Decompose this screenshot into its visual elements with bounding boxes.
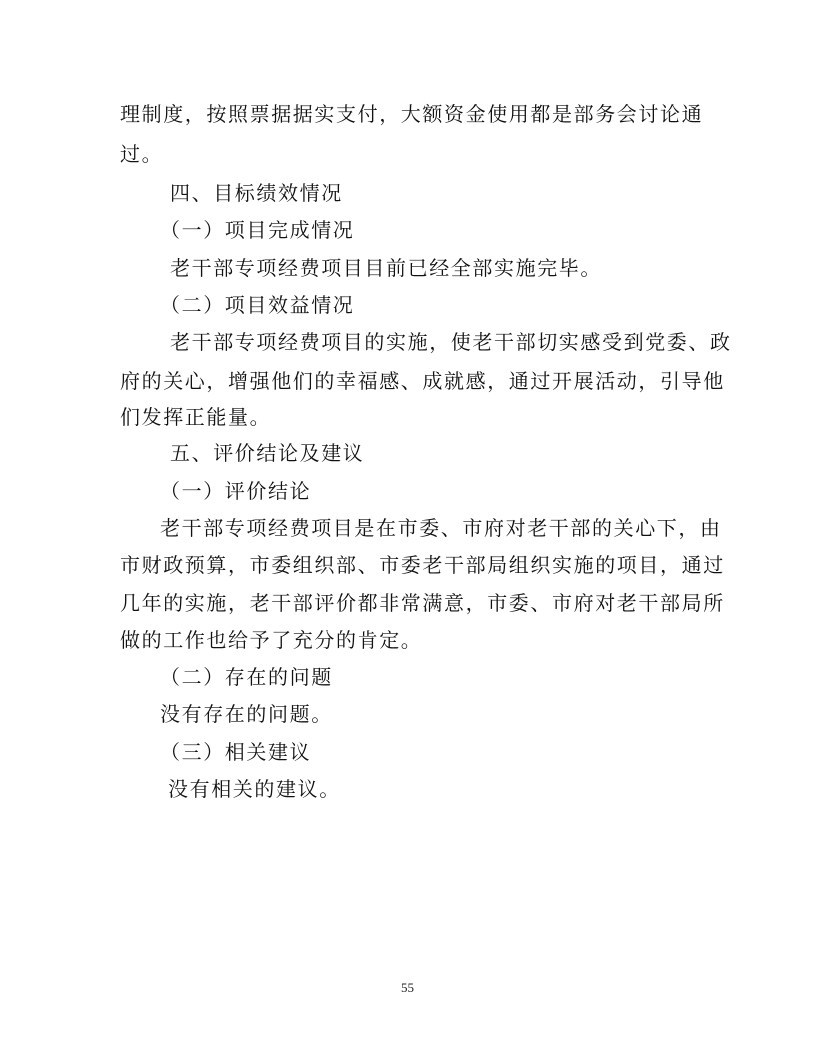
page-number: 55 [401,980,414,995]
subsection-heading-conclusion: （一）评价结论 [160,479,312,503]
paragraph-conclusion-line-2: 市财政预算，市委组织部、市委老干部局组织实施的项目，通过 [120,553,725,577]
subsection-heading-project-benefit: （二）项目效益情况 [160,293,355,317]
paragraph-conclusion-line-3: 几年的实施，老干部评价都非常满意，市委、市府对老干部局所 [120,591,725,615]
paragraph-line-continuation: 理制度，按照票据据实支付，大额资金使用都是部务会讨论通 [120,102,704,126]
paragraph-benefit-line-3: 们发挥正能量。 [120,405,272,429]
paragraph-conclusion-line-1: 老干部专项经费项目是在市委、市府对老干部的关心下，由 [160,516,722,540]
subsection-heading-suggestions: （三）相关建议 [160,740,312,764]
paragraph-benefit-line-2: 府的关心，增强他们的幸福感、成就感，通过开展活动，引导他 [120,369,725,393]
paragraph-project-completion: 老干部专项经费项目目前已经全部实施完毕。 [170,256,602,280]
paragraph-line-end: 过。 [120,142,164,166]
subsection-heading-project-completion: （一）项目完成情况 [160,218,355,242]
paragraph-benefit-line-1: 老干部专项经费项目的实施，使老干部切实感受到党委、政 [170,330,732,354]
paragraph-problems: 没有存在的问题。 [160,702,333,726]
paragraph-suggestions: 没有相关的建议。 [168,777,341,801]
paragraph-conclusion-line-4: 做的工作也给予了充分的肯定。 [120,628,423,652]
section-heading-4: 四、目标绩效情况 [170,181,343,205]
section-heading-5: 五、评价结论及建议 [170,441,365,465]
subsection-heading-problems: （二）存在的问题 [160,665,333,689]
